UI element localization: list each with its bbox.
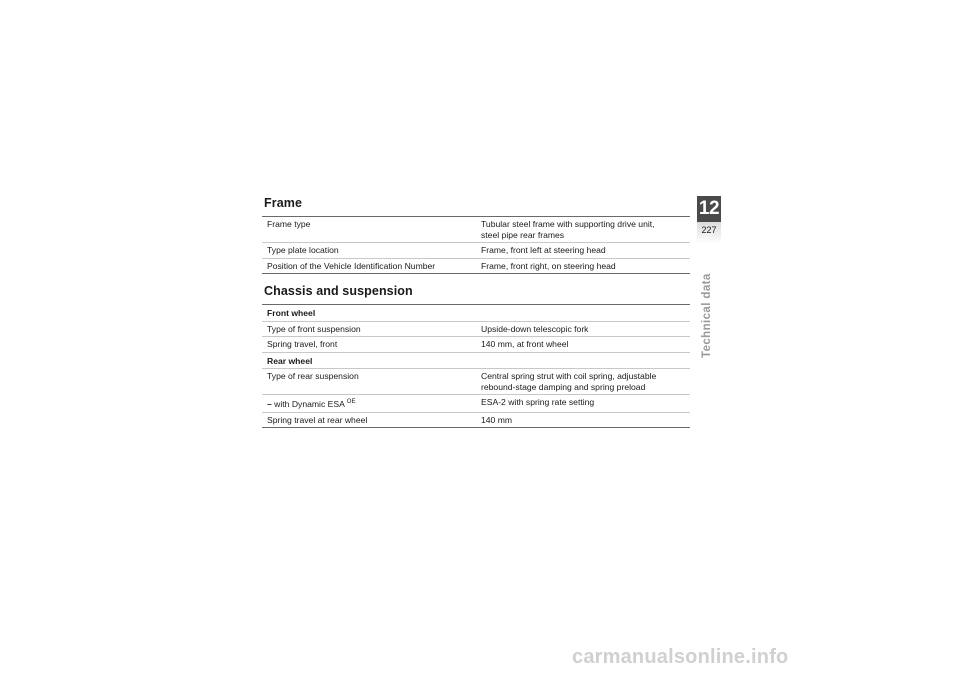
row-value-line: Tubular steel frame with supporting drive unit, xyxy=(481,219,655,229)
front-wheel-heading: Front wheel xyxy=(262,305,690,322)
row-value-line: Central spring strut with coil spring, adjustable xyxy=(481,371,657,381)
frame-table xyxy=(262,216,690,274)
watermark: carmanualsonline.info xyxy=(572,646,789,668)
row-label: Spring travel at rear wheel xyxy=(262,412,476,428)
frame-heading: Frame xyxy=(264,196,303,210)
row-value: 140 mm xyxy=(476,412,690,428)
row-value: Frame, front left at steering head xyxy=(476,243,690,259)
row-value: 140 mm, at front wheel xyxy=(476,337,690,353)
chapter-number: 12 xyxy=(697,196,721,222)
option-superscript: OE xyxy=(346,399,356,405)
row-label xyxy=(262,395,476,413)
row-label: Position of the Vehicle Identification Number xyxy=(262,258,476,274)
table-row xyxy=(262,369,690,395)
table-subheading-row xyxy=(262,352,690,369)
table-row xyxy=(262,412,690,428)
table-row xyxy=(262,217,690,243)
dash-marker: – xyxy=(267,399,272,409)
rear-wheel-heading: Rear wheel xyxy=(262,352,690,369)
table-row xyxy=(262,258,690,274)
table-row xyxy=(262,337,690,353)
row-label: Type plate location xyxy=(262,243,476,259)
row-label-text: with Dynamic ESA xyxy=(274,399,345,409)
page-number: 227 xyxy=(697,222,721,244)
table-row xyxy=(262,395,690,413)
page-content xyxy=(262,196,690,428)
row-label: Type of rear suspension xyxy=(262,369,476,395)
table-row xyxy=(262,243,690,259)
chapter-tab xyxy=(697,196,721,244)
row-label: Spring travel, front xyxy=(262,337,476,353)
table-subheading-row xyxy=(262,305,690,322)
row-label: Frame type xyxy=(262,217,476,243)
chassis-table xyxy=(262,304,690,428)
chapter-title: Technical data xyxy=(701,273,713,358)
row-value: ESA-2 with spring rate setting xyxy=(476,395,690,413)
row-value-line: steel pipe rear frames xyxy=(481,229,565,240)
chassis-heading: Chassis and suspension xyxy=(264,284,413,298)
row-value: Frame, front right, on steering head xyxy=(476,258,690,274)
row-value xyxy=(476,369,690,395)
row-value: Upside-down telescopic fork xyxy=(476,321,690,337)
row-value xyxy=(476,217,690,243)
row-label: Type of front suspension xyxy=(262,321,476,337)
table-row xyxy=(262,321,690,337)
row-value-line: rebound-stage damping and spring preload xyxy=(481,381,646,392)
